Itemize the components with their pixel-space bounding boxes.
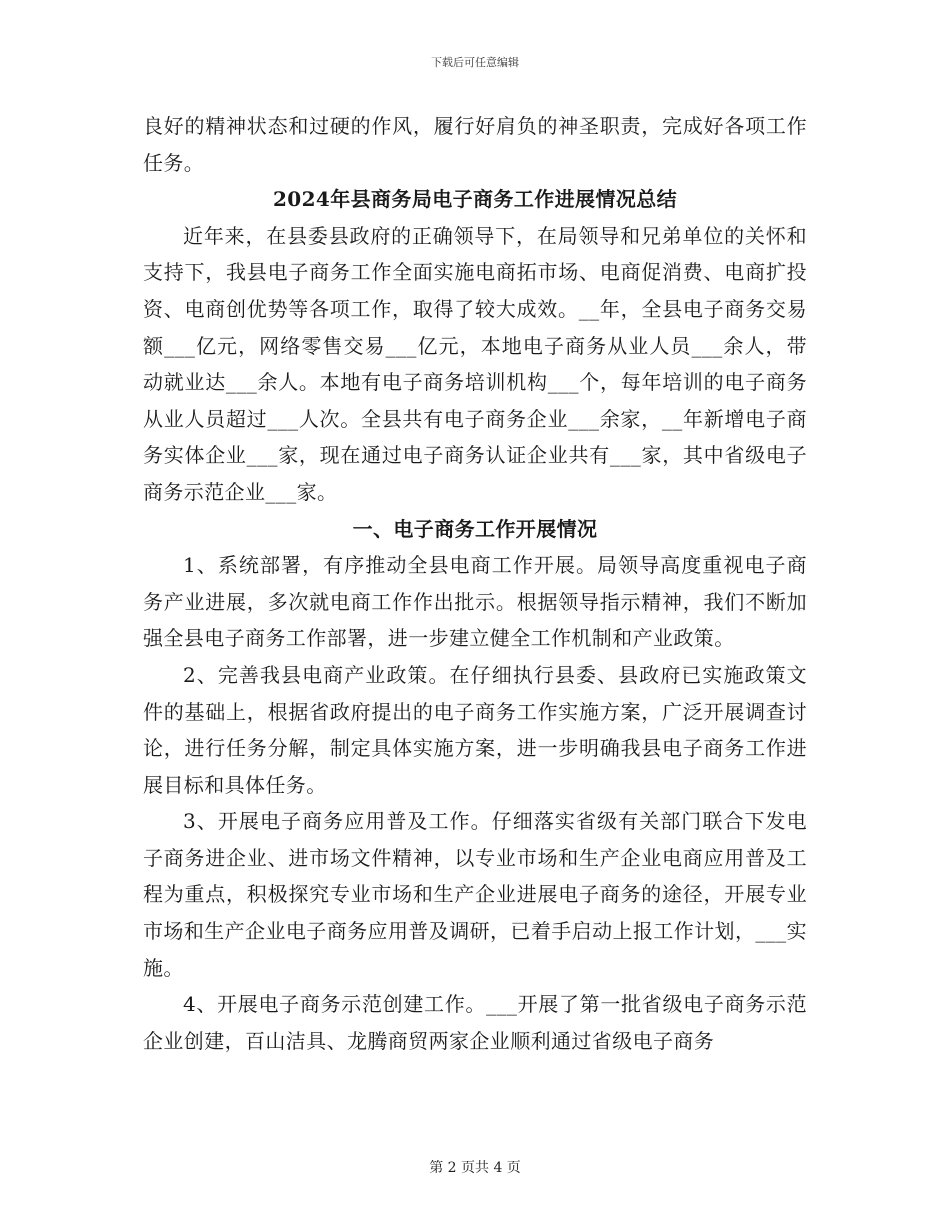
item-paragraph-2: 2、完善我县电商产业政策。在仔细执行县委、县政府已实施政策文件的基础上，根据省政府提出的电子商务工作实施方案，广泛开展调查讨论，进行任务分解，制定具体实施方案，进一步明确我县电子商务工作进展目标和具体任务。 (143, 662, 807, 797)
item-paragraph-1: 1、系统部署，有序推动全县电商工作开展。局领导高度重视电子商务产业进展，多次就电商工作作出批示。根据领导指示精神，我们不断加强全县电子商务工作部署，进一步建立健全工作机制和产业政策。 (143, 553, 807, 651)
section-heading-1: 一、电子商务工作开展情况 (352, 516, 598, 541)
document-body (143, 108, 807, 1059)
intro-continuation-paragraph: 良好的精神状态和过硬的作风，履行好肩负的神圣职责，完成好各项工作任务。 (143, 114, 807, 175)
item-paragraph-3: 3、开展电子商务应用普及工作。仔细落实省级有关部门联合下发电子商务进企业、进市场文件精神，以专业市场和生产企业电商应用普及工程为重点，积极探究专业市场和生产企业进展电子商务的途径，开展专业市场和生产企业电子商务应用普及调研，已着手启动上报工作计划，___实施。 (143, 809, 807, 980)
document-title: 2024年县商务局电子商务工作进展情况总结 (272, 187, 678, 212)
item-paragraph-4: 4、开展电子商务示范创建工作。___开展了第一批省级电子商务示范企业创建，百山洁具、龙腾商贸两家企业顺利通过省级电子商务 (143, 992, 807, 1053)
page-number-indicator: 第 2 页共 4 页 (429, 1160, 521, 1176)
overview-paragraph: 近年来，在县委县政府的正确领导下，在局领导和兄弟单位的关怀和支持下，我县电子商务工作全面实施电商拓市场、电商促消费、电商扩投资、电商创优势等各项工作，取得了较大成效。__年，全县电子商务交易额___亿元，网络零售交易___亿元，本地电子商务从业人员___余人，带动就业达___余人。本地有电子商务培训机构___个，每年培训的电子商务从业人员超过___人次。全县共有电子商务企业___余家，__年新增电子商务实体企业___家，现在通过电子商务认证企业共有___家，其中省级电子商务示范企业___家。 (143, 223, 807, 504)
page-header-note: 下载后可任意编辑 (431, 56, 519, 69)
